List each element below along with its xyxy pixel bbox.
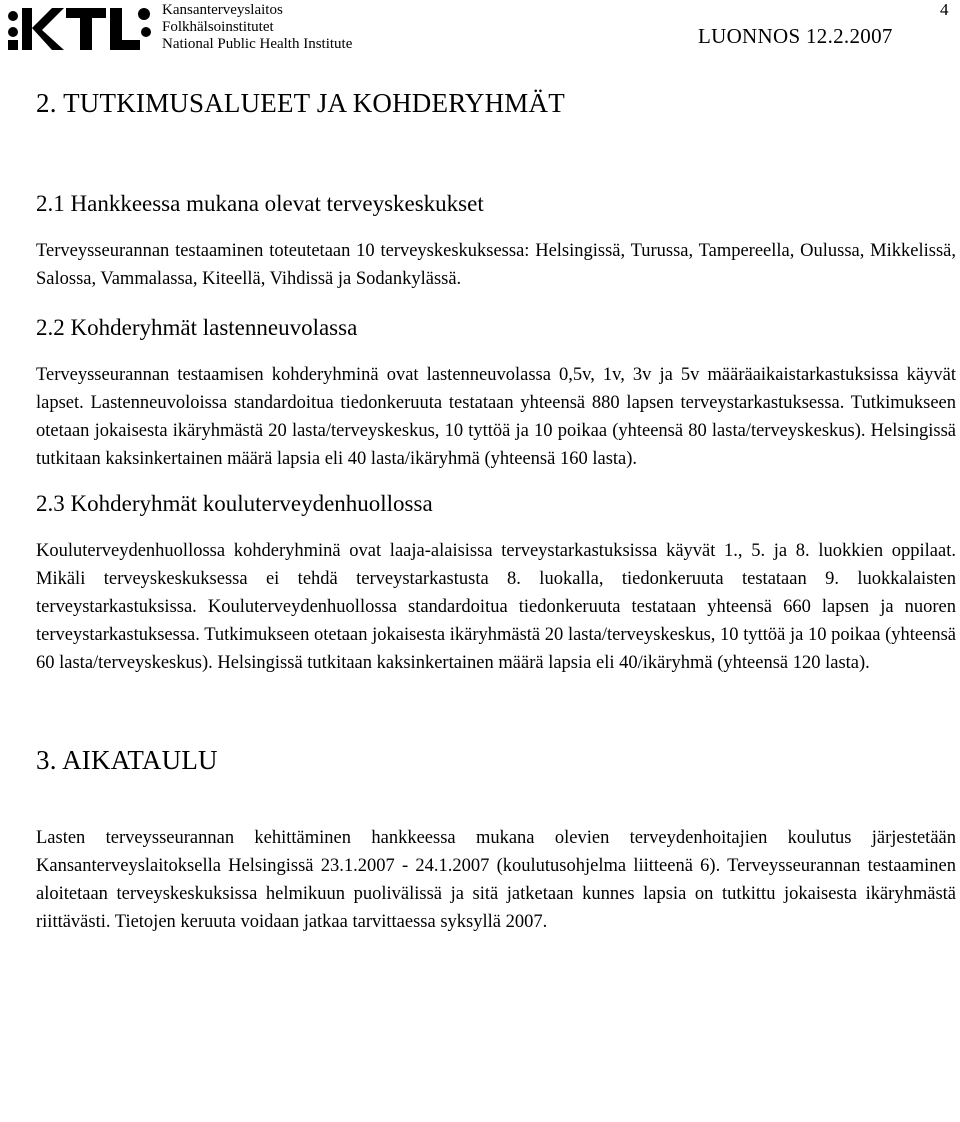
heading-schedule: 3. AIKATAULU [36, 745, 218, 775]
paragraph-child-clinics: Terveysseurannan testaamisen kohderyhminä ovat lastenneuvolassa 0,5v, 1v, 3v ja 5v määräaikaistarkastuksissa käyvät lapset. Lastenneuvoloissa standardoitua tiedonkeruuta testataan yhteensä 880 lapsen terveystarkastuksessa. Tutkimukseen otetaan jokaisesta ikäryhmästä 20 lasta/terveyskeskus, 10 tyttöä ja 10 poikaa (yhteensä 80 lasta/terveyskeskus). Helsingissä tutkitaan kaksinkertainen määrä lapsia eli 40 lasta/ikäryhmä (yhteensä 160 lasta). [36, 365, 956, 469]
heading-section-2-1: 2.1 Hankkeessa mukana olevat terveyskeskukset [36, 191, 484, 216]
page-header [0, 0, 960, 60]
paragraph-schedule: Lasten terveysseurannan kehittäminen hankkeessa mukana olevien terveydenhoitajien koulutus järjestetään Kansanterveyslaitoksella Helsingissä 23.1.2007 - 24.1.2007 (koulutusohjelma liitteenä 6). Terveysseurannan testaaminen aloitetaan terveyskeskuksissa helmikuun puolivälissä ja sitä jatketaan kunnes lapsia on tutkittu jokaisesta ikäryhmästä riittävästi. Tietojen keruuta voidaan jatkaa tarvittaessa syksyllä 2007. [36, 828, 956, 932]
heading-section-2-3: 2.3 Kohderyhmät kouluterveydenhuollossa [36, 491, 433, 516]
document-body [36, 88, 956, 936]
institute-name-en: National Public Health Institute [162, 36, 353, 52]
paragraph-health-centers: Terveysseurannan testaaminen toteutetaan 10 terveyskeskuksessa: Helsingissä, Turussa, Tampereella, Oulussa, Mikkelissä, Salossa, Vammalassa, Kiteellä, Vihdissä ja Sodankylässä. [36, 241, 956, 289]
paragraph-school-health: Kouluterveydenhuollossa kohderyhminä ovat laaja-alaisissa terveystarkastuksissa käyvät 1., 5. ja 8. luokkien oppilaat. Mikäli terveyskeskuksessa ei tehdä terveystarkastusta 8. luokalla, tiedonkeruuta testataan 9. luokkalaisten terveystarkastuksissa. Kouluterveydenhuollossa standardoitua tiedonkeruuta testataan yhteensä 660 lapsen ja nuoren terveystarkastuksessa. Tutkimukseen otetaan jokaisesta ikäryhmästä 20 lasta/terveyskeskus, 10 tyttöä ja 10 poikaa (yhteensä 60 lasta/terveyskeskus). Helsingissä tutkitaan kaksinkertainen määrä lapsia eli 40/ikäryhmä (yhteensä 120 lasta). [36, 541, 956, 673]
institute-name-sv: Folkhälsoinstitutet [162, 19, 274, 35]
ktl-logo [6, 4, 154, 52]
draft-label: LUONNOS 12.2.2007 [698, 24, 893, 48]
heading-research-areas: 2. TUTKIMUSALUEET JA KOHDERYHMÄT [36, 88, 565, 118]
heading-section-2-2: 2.2 Kohderyhmät lastenneuvolassa [36, 315, 358, 340]
page-number: 4 [940, 0, 949, 19]
institute-name-fi: Kansanterveyslaitos [162, 2, 283, 18]
institute-name [162, 2, 352, 53]
